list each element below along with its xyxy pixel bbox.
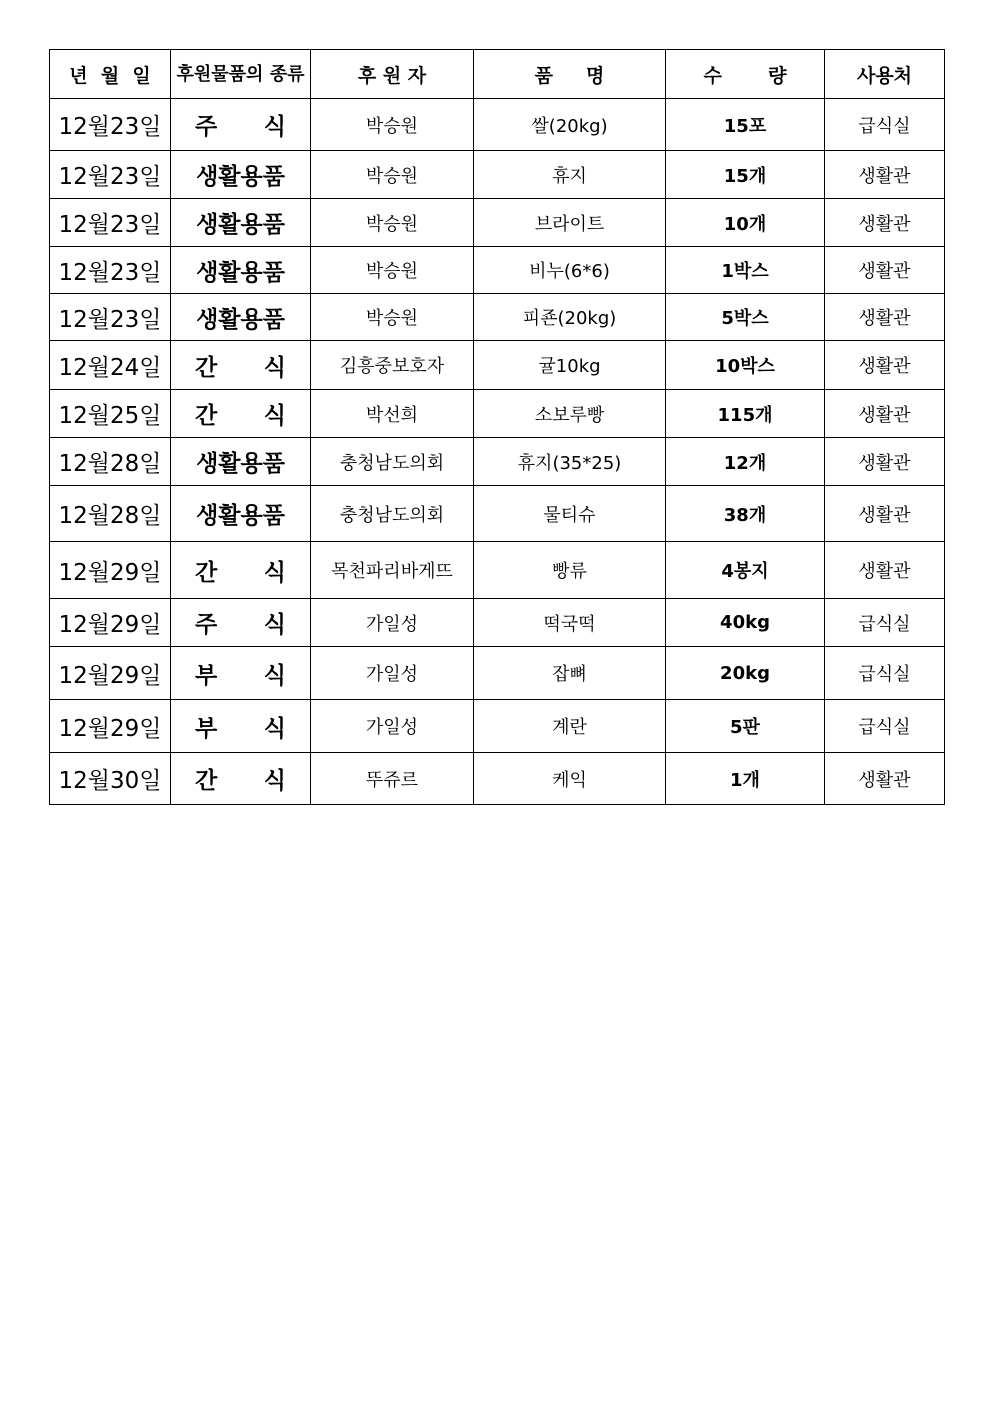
cell-item: 빵류 <box>474 542 666 599</box>
cell-item: 물티슈 <box>474 486 666 542</box>
cell-donor: 박승원 <box>311 99 474 151</box>
kind-char: 식 <box>263 354 286 381</box>
kind-char: 식 <box>263 662 286 689</box>
cell-kind <box>171 700 311 753</box>
cell-usage: 생활관 <box>825 199 945 247</box>
cell-quantity: 15포 <box>666 99 825 151</box>
cell-usage: 생활관 <box>825 390 945 438</box>
header-kind: 후원물품의 종류 <box>171 50 311 99</box>
cell-date: 12월28일 <box>50 486 171 542</box>
cell-date: 12월29일 <box>50 700 171 753</box>
cell-donor: 충청남도의회 <box>311 438 474 486</box>
table-header-row <box>50 50 945 99</box>
kind-text: 생활용품 <box>196 212 285 238</box>
cell-kind <box>171 390 311 438</box>
header-donor: 후 원 자 <box>311 50 474 99</box>
kind-text: 생활용품 <box>196 164 285 190</box>
kind-text: 생활용품 <box>196 259 285 286</box>
kind-char: 간 <box>195 559 218 586</box>
cell-donor: 가일성 <box>311 700 474 753</box>
cell-item: 비누(6*6) <box>474 247 666 294</box>
cell-item: 케익 <box>474 753 666 805</box>
cell-quantity: 38개 <box>666 486 825 542</box>
cell-quantity: 5판 <box>666 700 825 753</box>
cell-quantity: 4봉지 <box>666 542 825 599</box>
kind-char: 식 <box>263 768 286 794</box>
table-row <box>50 700 945 753</box>
cell-usage: 생활관 <box>825 294 945 341</box>
kind-char: 주 <box>195 114 218 140</box>
table-row <box>50 199 945 247</box>
cell-kind <box>171 647 311 700</box>
table-row <box>50 647 945 700</box>
cell-quantity: 15개 <box>666 151 825 199</box>
cell-donor: 가일성 <box>311 599 474 647</box>
cell-date: 12월29일 <box>50 542 171 599</box>
cell-item: 휴지 <box>474 151 666 199</box>
cell-date: 12월23일 <box>50 247 171 294</box>
cell-kind <box>171 599 311 647</box>
kind-char: 식 <box>263 715 286 742</box>
kind-char: 간 <box>195 403 218 429</box>
cell-date: 12월29일 <box>50 647 171 700</box>
cell-date: 12월23일 <box>50 294 171 341</box>
header-quantity: 수 량 <box>666 50 825 99</box>
cell-usage: 급식실 <box>825 99 945 151</box>
cell-date: 12월29일 <box>50 599 171 647</box>
cell-quantity: 10박스 <box>666 341 825 390</box>
kind-char: 주 <box>195 612 218 638</box>
cell-quantity: 12개 <box>666 438 825 486</box>
cell-usage: 생활관 <box>825 438 945 486</box>
cell-donor: 박승원 <box>311 247 474 294</box>
cell-usage: 급식실 <box>825 700 945 753</box>
cell-item: 피죤(20kg) <box>474 294 666 341</box>
cell-usage: 생활관 <box>825 486 945 542</box>
cell-kind <box>171 486 311 542</box>
table-row <box>50 599 945 647</box>
cell-donor: 박승원 <box>311 294 474 341</box>
table-row <box>50 247 945 294</box>
kind-char: 부 <box>195 715 218 742</box>
cell-date: 12월28일 <box>50 438 171 486</box>
cell-item: 계란 <box>474 700 666 753</box>
cell-date: 12월23일 <box>50 151 171 199</box>
cell-donor: 뚜쥬르 <box>311 753 474 805</box>
cell-quantity: 1개 <box>666 753 825 805</box>
cell-kind <box>171 753 311 805</box>
table-row <box>50 486 945 542</box>
cell-usage: 생활관 <box>825 247 945 294</box>
kind-text: 생활용품 <box>196 306 285 333</box>
cell-date: 12월23일 <box>50 199 171 247</box>
cell-donor: 박선희 <box>311 390 474 438</box>
kind-char: 간 <box>195 768 218 794</box>
table-row <box>50 753 945 805</box>
cell-usage: 생활관 <box>825 151 945 199</box>
cell-date: 12월24일 <box>50 341 171 390</box>
donation-table <box>49 49 945 805</box>
cell-item: 잡뼈 <box>474 647 666 700</box>
header-date: 년 월 일 <box>50 50 171 99</box>
kind-char: 식 <box>263 114 286 140</box>
cell-kind <box>171 341 311 390</box>
cell-donor: 박승원 <box>311 151 474 199</box>
kind-text: 생활용품 <box>196 503 285 529</box>
cell-donor: 박승원 <box>311 199 474 247</box>
cell-quantity: 20kg <box>666 647 825 700</box>
table-row <box>50 341 945 390</box>
cell-quantity: 1박스 <box>666 247 825 294</box>
cell-kind <box>171 247 311 294</box>
table-row <box>50 542 945 599</box>
table-body <box>50 99 945 805</box>
cell-usage: 생활관 <box>825 542 945 599</box>
table-row <box>50 151 945 199</box>
cell-quantity: 40kg <box>666 599 825 647</box>
kind-char: 부 <box>195 662 218 689</box>
cell-kind <box>171 199 311 247</box>
header-item: 품 명 <box>474 50 666 99</box>
header-usage: 사용처 <box>825 50 945 99</box>
cell-item: 브라이트 <box>474 199 666 247</box>
cell-donor: 목천파리바게뜨 <box>311 542 474 599</box>
cell-date: 12월23일 <box>50 99 171 151</box>
cell-quantity: 10개 <box>666 199 825 247</box>
cell-donor: 김흥중보호자 <box>311 341 474 390</box>
cell-item: 떡국떡 <box>474 599 666 647</box>
table-row <box>50 99 945 151</box>
table-row <box>50 390 945 438</box>
kind-char: 간 <box>195 354 218 381</box>
cell-kind <box>171 294 311 341</box>
cell-kind <box>171 151 311 199</box>
kind-char: 식 <box>263 612 286 638</box>
cell-item: 쌀(20kg) <box>474 99 666 151</box>
cell-kind <box>171 542 311 599</box>
kind-text: 생활용품 <box>196 451 285 477</box>
cell-usage: 급식실 <box>825 647 945 700</box>
cell-usage: 생활관 <box>825 753 945 805</box>
table-row <box>50 438 945 486</box>
cell-kind <box>171 99 311 151</box>
cell-date: 12월30일 <box>50 753 171 805</box>
cell-quantity: 115개 <box>666 390 825 438</box>
cell-item: 소보루빵 <box>474 390 666 438</box>
cell-item: 귤10kg <box>474 341 666 390</box>
cell-usage: 생활관 <box>825 341 945 390</box>
kind-char: 식 <box>263 559 286 586</box>
cell-donor: 충청남도의회 <box>311 486 474 542</box>
cell-quantity: 5박스 <box>666 294 825 341</box>
cell-item: 휴지(35*25) <box>474 438 666 486</box>
kind-char: 식 <box>263 403 286 429</box>
table-row <box>50 294 945 341</box>
cell-kind <box>171 438 311 486</box>
cell-usage: 급식실 <box>825 599 945 647</box>
cell-date: 12월25일 <box>50 390 171 438</box>
cell-donor: 가일성 <box>311 647 474 700</box>
